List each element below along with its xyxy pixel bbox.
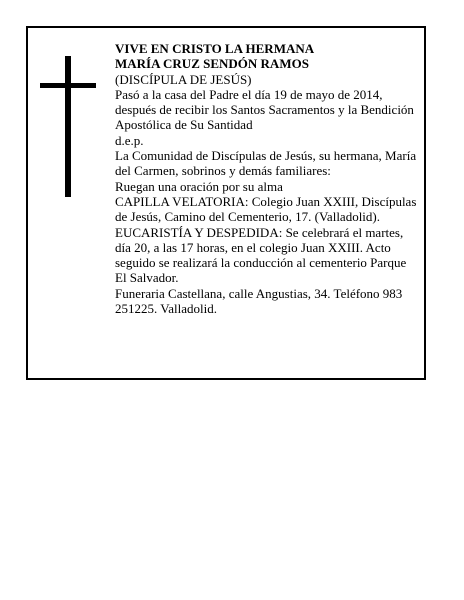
dep-text: d.e.p. [115,132,144,148]
prayer-request: Ruegan una oración por su alma [115,178,283,194]
subtitle: (DISCÍPULA DE JESÚS) [115,71,252,87]
eucharist-info: EUCARISTÍA Y DESPEDIDA: Se celebrará el martes, día 20, a las 17 horas, en el colegio Juan XXIII. Acto seguido se realizará la conducción al cementerio Parque El Salvador. [115,224,407,286]
obituary-text [115,41,421,316]
deceased-name: MARÍA CRUZ SENDÓN RAMOS [115,56,309,72]
death-announcement: Pasó a la casa del Padre el día 19 de mayo de 2014, después de recibir los Santos Sacramentos y la Bendición Apostólica de Su Santidad [115,86,414,133]
cross-horizontal-bar [40,83,96,88]
chapel-info: CAPILLA VELATORIA: Colegio Juan XXIII, Discípulas de Jesús, Camino del Cementerio, 17. (Valladolid). [115,193,417,225]
funeral-home-info: Funeraria Castellana, calle Angustias, 34. Teléfono 983 251225. Valladolid. [115,285,403,317]
mourners-text: La Comunidad de Discípulas de Jesús, su hermana, María del Carmen, sobrinos y demás familiares: [115,148,417,179]
obituary-notice [26,26,426,380]
cross-vertical-bar [65,56,71,197]
header-line-1: VIVE EN CRISTO LA HERMANA [115,41,315,56]
